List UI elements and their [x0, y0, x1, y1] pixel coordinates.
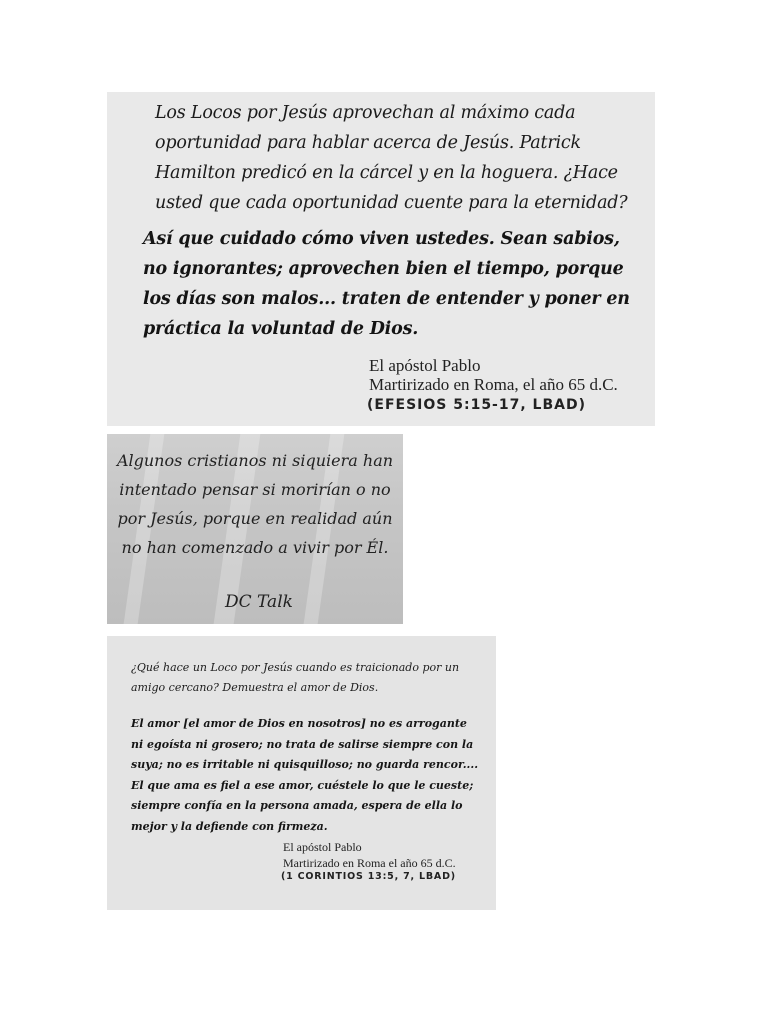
excerpt-efesios-panel — [107, 92, 655, 426]
scripture-reference: (1 CORINTIOS 13:5, 7, LBAD) — [281, 871, 456, 882]
attribution-name: El apóstol Pablo — [283, 840, 362, 854]
dc-talk-quote-panel — [107, 434, 403, 624]
quote-message: Algunos cristianos ni siquiera han intentado pensar si morirían o no por Jesús, porque en realidad aún no han comenzado a vivir por Él. — [116, 451, 394, 557]
scripture-reference: (EFESIOS 5:15-17, LBAD) — [367, 397, 586, 413]
scripture-quote: Así que cuidado cómo viven ustedes. Sean sabios, no ignorantes; aprovechen bien el tiempo, porque los días son malos... traten de entender y poner en práctica la voluntad de Dios. — [143, 229, 630, 339]
scripture-quote: El amor [el amor de Dios en nosotros] no es arrogante ni egoísta ni grosero; no trata de salirse siempre con la suya; no es irritable ni quisquilloso; no guarda rencor.... El que ama es fiel a ese amor, cuéstele lo que le cueste; siempre confía en la persona amada, espera de ella lo mejor y la defiende con firmeza. — [131, 717, 479, 833]
attribution-detail: Martirizado en Roma, el año 65 d.C. — [369, 375, 618, 394]
attribution-name: El apóstol Pablo — [369, 356, 481, 375]
intro-paragraph: Los Locos por Jesús aprovechan al máximo cada oportunidad para hablar acerca de Jesús. Patrick Hamilton predicó en la cárcel y en la hoguera. ¿Hace usted que cada oportunidad cuente para la eternidad? — [155, 103, 628, 213]
excerpt-corintios-panel — [107, 636, 496, 910]
question-paragraph: ¿Qué hace un Loco por Jesús cuando es traicionado por un amigo cercano? Demuestra el amor de Dios. — [131, 661, 460, 694]
quote-author: DC Talk — [225, 592, 293, 612]
attribution-detail: Martirizado en Roma el año 65 d.C. — [283, 856, 456, 870]
